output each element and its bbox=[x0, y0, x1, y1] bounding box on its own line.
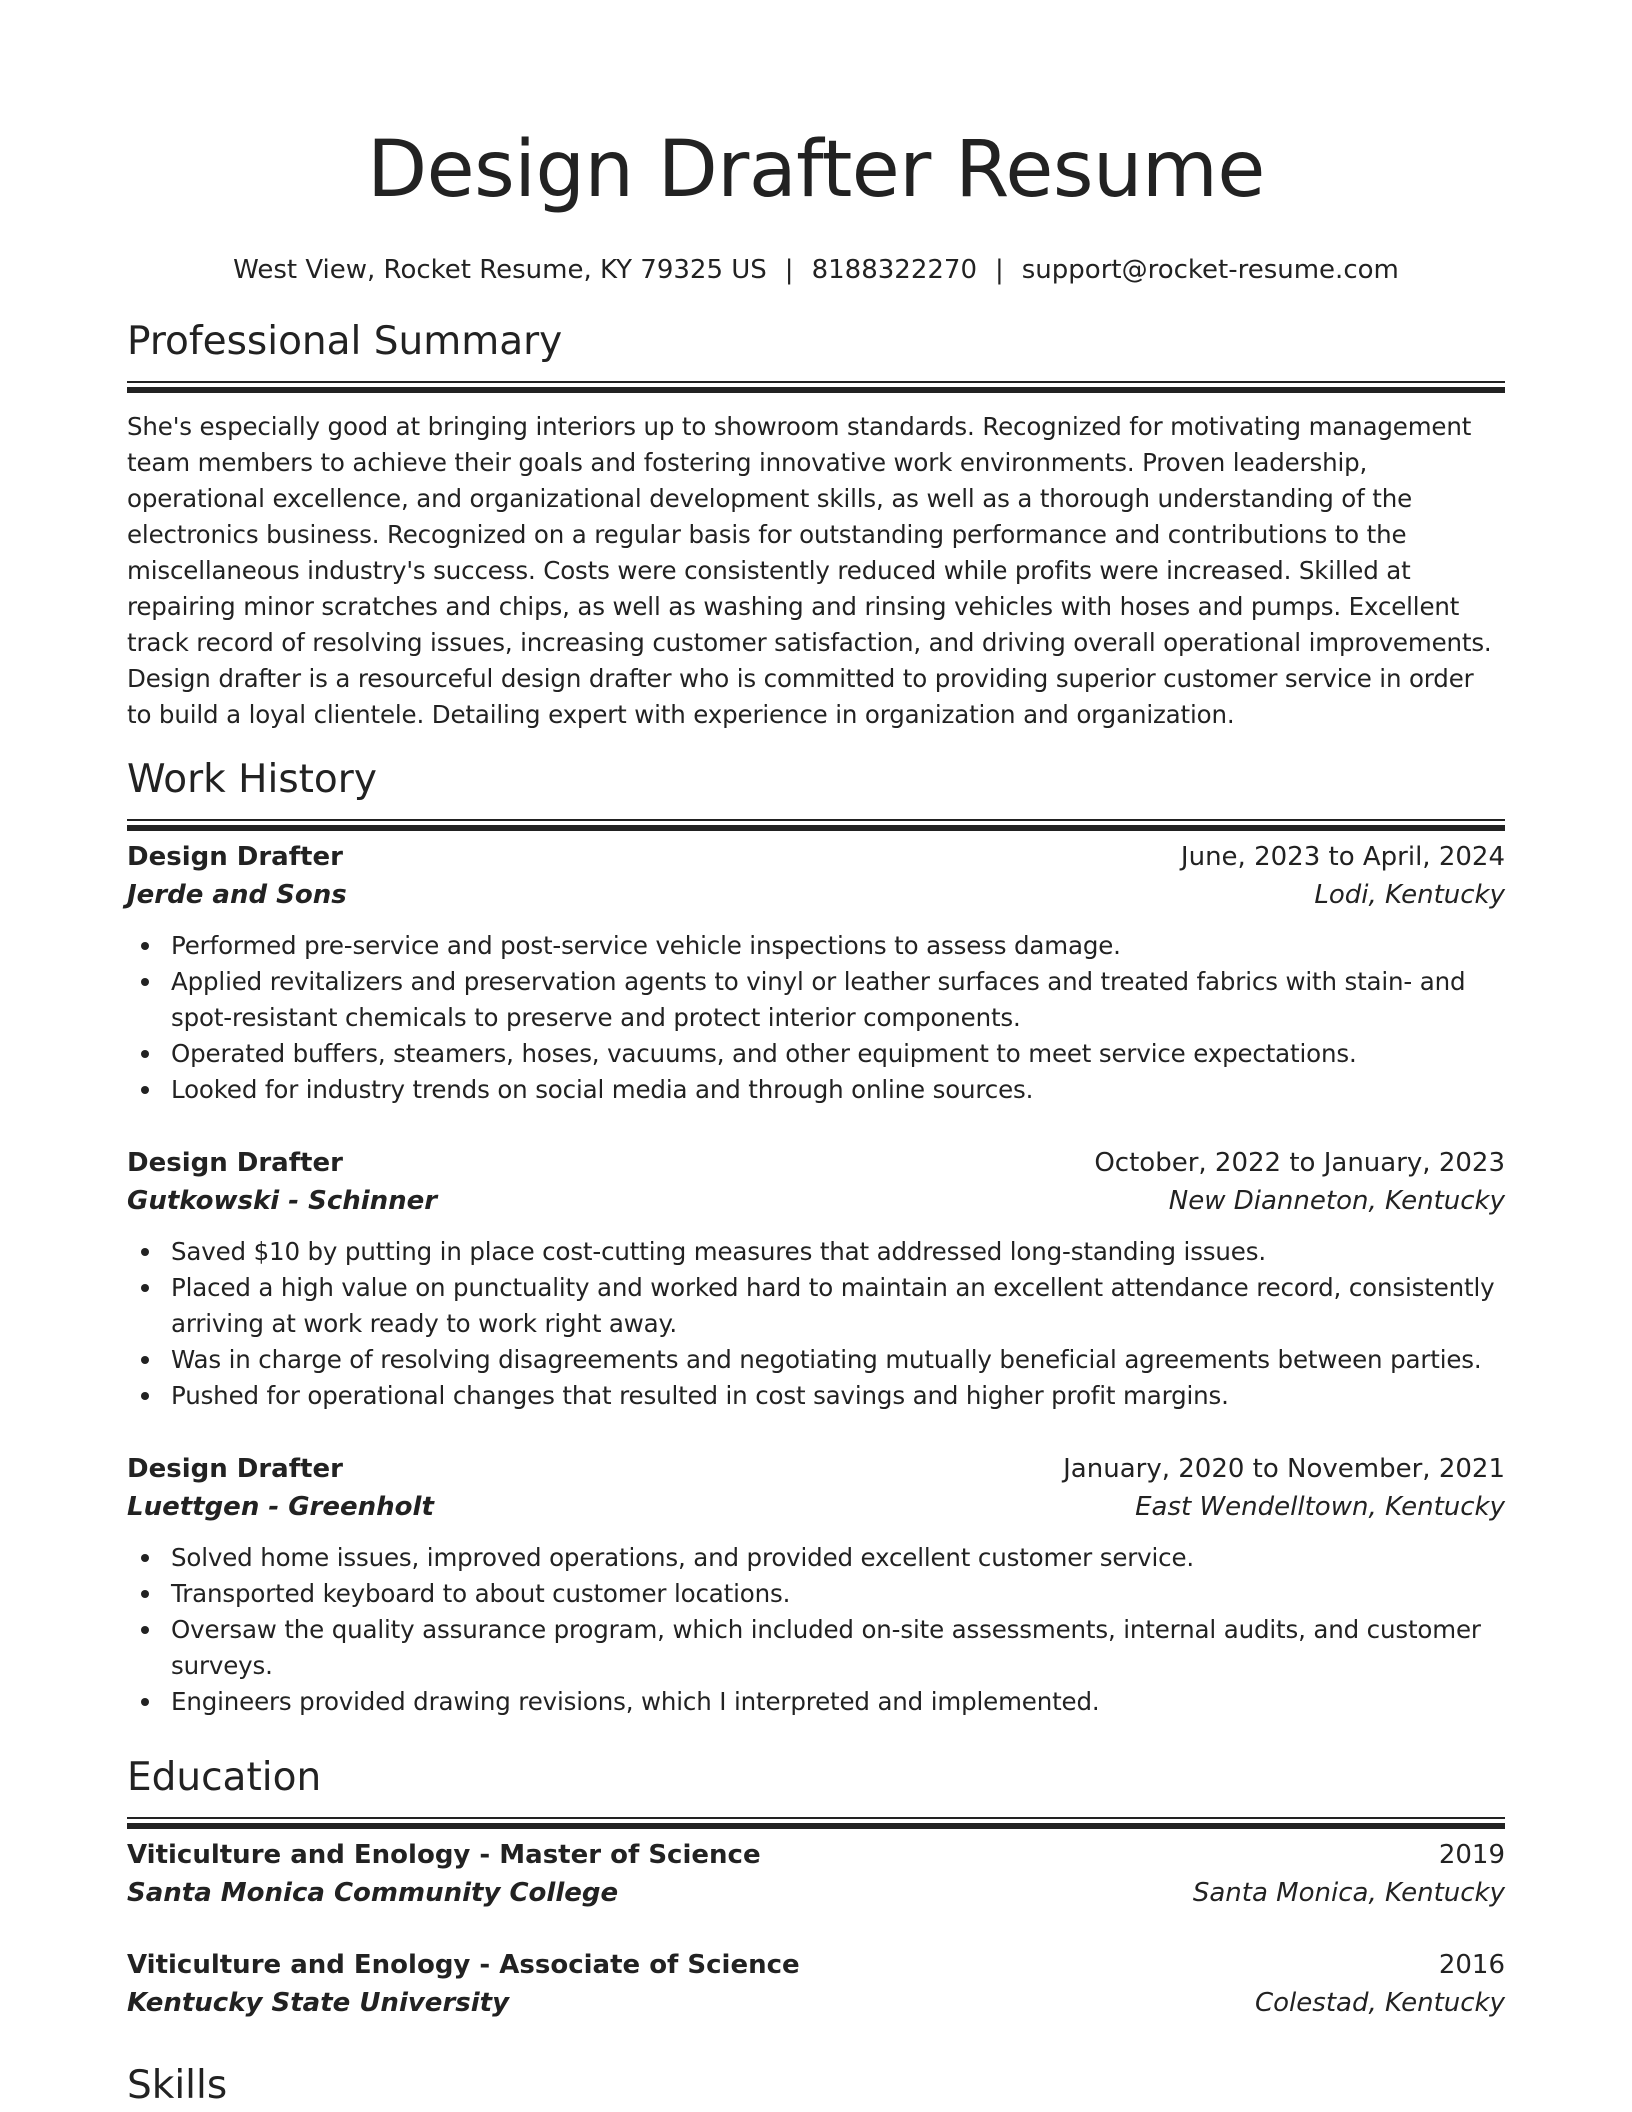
list-item: Operated buffers, steamers, hoses, vacuums, and other equipment to meet service expectations. bbox=[127, 1036, 1505, 1072]
section-heading-skills: Skills bbox=[127, 2063, 228, 2108]
job-location: New Dianneton, Kentucky bbox=[1168, 1186, 1505, 1216]
education-entry bbox=[127, 1946, 1505, 2022]
summary-section bbox=[127, 316, 1505, 733]
education-location: Santa Monica, Kentucky bbox=[1192, 1878, 1505, 1908]
job-company: Jerde and Sons bbox=[127, 880, 347, 910]
job-entry bbox=[127, 1144, 1505, 1414]
job-title: Design Drafter bbox=[127, 842, 343, 872]
education-degree: Viticulture and Enology - Associate of Science bbox=[127, 1950, 800, 1980]
contact-separator: | bbox=[784, 255, 794, 285]
list-item: Placed a high value on punctuality and worked hard to maintain an excellent attendance record, consistently arriving at work ready to work right away. bbox=[127, 1270, 1505, 1342]
list-item: Applied revitalizers and preservation agents to vinyl or leather surfaces and treated fabrics with stain- and spot-resistant chemicals to preserve and protect interior components. bbox=[127, 964, 1505, 1036]
section-rule bbox=[127, 819, 1505, 821]
list-item: Engineers provided drawing revisions, which I interpreted and implemented. bbox=[127, 1684, 1505, 1720]
section-rule bbox=[127, 1823, 1505, 1829]
section-rule bbox=[127, 825, 1505, 831]
section-heading-work: Work History bbox=[127, 757, 377, 802]
job-bullets bbox=[127, 1540, 1505, 1720]
job-title: Design Drafter bbox=[127, 1454, 343, 1484]
contact-separator: | bbox=[994, 255, 1004, 285]
list-item: Was in charge of resolving disagreements and negotiating mutually beneficial agreements between parties. bbox=[127, 1342, 1505, 1378]
job-bullets bbox=[127, 1234, 1505, 1414]
job-entry bbox=[127, 1450, 1505, 1720]
list-item: Saved $10 by putting in place cost-cutting measures that addressed long-standing issues. bbox=[127, 1234, 1505, 1270]
education-school: Kentucky State University bbox=[127, 1988, 510, 2018]
list-item: Looked for industry trends on social media and through online sources. bbox=[127, 1072, 1505, 1108]
list-item: Performed pre-service and post-service vehicle inspections to assess damage. bbox=[127, 928, 1505, 964]
section-heading-summary: Professional Summary bbox=[127, 319, 563, 364]
section-heading-education: Education bbox=[127, 1755, 322, 1800]
contact-address: West View, Rocket Resume, KY 79325 US bbox=[233, 255, 767, 285]
job-dates: January, 2020 to November, 2021 bbox=[1063, 1454, 1505, 1484]
section-rule bbox=[127, 1817, 1505, 1819]
list-item: Oversaw the quality assurance program, which included on-site assessments, internal audits, and customer surveys. bbox=[127, 1612, 1505, 1684]
contact-phone: 8188322270 bbox=[811, 255, 977, 285]
contact-line bbox=[127, 252, 1505, 288]
education-year: 2016 bbox=[1438, 1950, 1505, 1980]
education-entry bbox=[127, 1836, 1505, 1912]
summary-text: She's especially good at bringing interiors up to showroom standards. Recognized for motivating management team members to achieve their goals and fostering innovative work environments. Proven leadership, operational excellence, and organizational development skills, as well as a thorough understanding of the electronics business. Recognized on a regular basis for outstanding performance and contributions to the miscellaneous industry's success. Costs were consistently reduced while profits were increased. Skilled at repairing minor scratches and chips, as well as washing and rinsing vehicles with hoses and pumps. Excellent track record of resolving issues, increasing customer satisfaction, and driving overall operational improvements. Design drafter is a resourceful design drafter who is committed to providing superior customer service in order to build a loyal clientele. Detailing expert with experience in organization and organization. bbox=[127, 412, 1492, 729]
job-location: East Wendelltown, Kentucky bbox=[1135, 1492, 1505, 1522]
job-location: Lodi, Kentucky bbox=[1314, 880, 1505, 910]
list-item: Transported keyboard to about customer locations. bbox=[127, 1576, 1505, 1612]
section-rule bbox=[127, 381, 1505, 383]
job-title: Design Drafter bbox=[127, 1148, 343, 1178]
resume-title: Design Drafter Resume bbox=[367, 125, 1265, 215]
list-item: Solved home issues, improved operations, and provided excellent customer service. bbox=[127, 1540, 1505, 1576]
education-year: 2019 bbox=[1438, 1840, 1505, 1870]
work-section bbox=[127, 754, 1505, 831]
job-entry bbox=[127, 838, 1505, 1108]
section-rule bbox=[127, 387, 1505, 393]
job-company: Luettgen - Greenholt bbox=[127, 1492, 434, 1522]
education-section bbox=[127, 1752, 1505, 1829]
job-dates: June, 2023 to April, 2024 bbox=[1180, 842, 1505, 872]
skills-section bbox=[127, 2060, 1505, 2112]
education-location: Colestad, Kentucky bbox=[1255, 1988, 1505, 2018]
job-company: Gutkowski - Schinner bbox=[127, 1186, 438, 1216]
education-degree: Viticulture and Enology - Master of Science bbox=[127, 1840, 761, 1870]
contact-email[interactable]: support@rocket-resume.com bbox=[1021, 255, 1399, 285]
list-item: Pushed for operational changes that resulted in cost savings and higher profit margins. bbox=[127, 1378, 1505, 1414]
job-bullets bbox=[127, 928, 1505, 1108]
job-dates: October, 2022 to January, 2023 bbox=[1094, 1148, 1505, 1178]
education-school: Santa Monica Community College bbox=[127, 1878, 619, 1908]
